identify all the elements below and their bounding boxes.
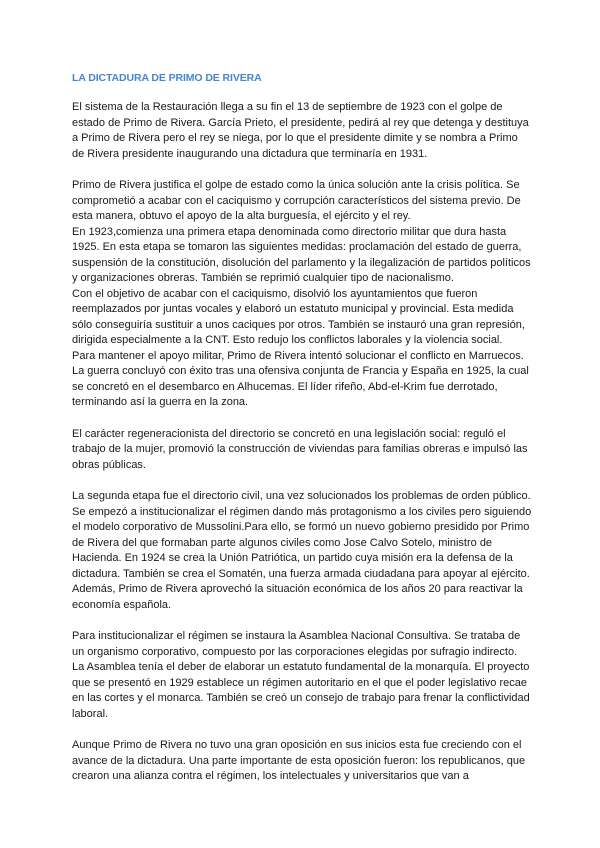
paragraph-morocco: Para mantener el apoyo militar, Primo de Rivera intentó solucionar el conflicto en Marruecos. La guerra concluyó con éxito tras una ofensiva conjunta de Francia y España en 1925, la cual se concretó en el desembarco en Alhucemas. El líder rifeño, Abd-el-Krim fue derrotado, terminando así la guerra en la zona. — [72, 349, 529, 408]
paragraph-national-assembly: Para institucionalizar el régimen se instaura la Asamblea Nacional Consultiva. Se trataba de un organismo corporativo, compuesto por las corporaciones elegidas por sufragio indirecto. La Asamblea tenía el deber de elaborar un estatuto fundamental de la monarquía. El proyecto que se presentó en 1929 establece un régimen autoritario en el que el poder legislativo recae en las cortes y el monarca. También se creó un consejo de trabajo para frenar la conflictividad laboral. — [72, 630, 530, 720]
document-title: LA DICTADURA DE PRIMO DE RIVERA — [72, 72, 262, 84]
paragraph-gap — [72, 613, 532, 629]
paragraph-social-legislation: El carácter regeneracionista del directorio se concretó en una legislación social: reguló el trabajo de la mujer, promovió la construcción de viviendas para familias obreras e impulsó las obras públicas. — [72, 427, 528, 471]
paragraph-military-directory: En 1923,comienza una primera etapa denominada como directorio militar que dura hasta 1925. En esta etapa se tomaron las siguientes medidas: proclamación del estado de guerra, suspensión de la constitución, disolución del parlamento y la ilegalización de partidos políticos y organizaciones obreras. También se reprimió cualquier tipo de nacionalismo. — [72, 225, 531, 284]
paragraph-gap — [72, 162, 532, 178]
paragraph-gap — [72, 722, 532, 738]
paragraph-caciquismo: Con el objetivo de acabar con el caciquismo, disolvió los ayuntamientos que fueron reemplazados por juntas vocales y elaboró un estatuto municipal y provincial. Esta medida sólo conseguiría sustituir a unos caciques por otros. También se instauró una gran represión, dirigida especialmente a la CNT. Esto redujo los conflictos laborales y la violencia social. — [72, 287, 525, 346]
document-page — [72, 70, 532, 785]
paragraph-civil-directory: La segunda etapa fue el directorio civil, una vez solucionados los problemas de orden público. Se empezó a institucionalizar el régimen dando más protagonismo a los civiles pero siguiendo el modelo corporativo de Mussolini.Para ello, se formó un nuevo gobierno presidido por Primo de Rivera del que formaban parte algunos civiles como Jose Calvo Sotelo, ministro de Hacienda. En 1924 se crea la Unión Patriótica, un partido cuya misión era la defensa de la dictadura. También se crea el Somatén, una fuerza armada ciudadana para apoyar al ejército. — [72, 490, 532, 580]
paragraph-intro: El sistema de la Restauración llega a su fin el 13 de septiembre de 1923 con el golpe de estado de Primo de Rivera. García Prieto, el presidente, pedirá al rey que detenga y destituya a Primo de Rivera pero el rey se niega, por lo que el presidente dimite y se nombra a Primo de Rivera presidente inaugurando una dictadura que terminaría en 1931. — [72, 101, 529, 160]
paragraph-gap — [72, 473, 532, 489]
paragraph-justification: Primo de Rivera justifica el golpe de estado como la única solución ante la crisis política. Se comprometió a acabar con el caciquismo y corrupción característicos del sistema previo. De esta manera, obtuvo el apoyo de la alta burguesía, el ejército y el rey. — [72, 179, 521, 222]
paragraph-gap — [72, 411, 532, 427]
paragraph-economy: Además, Primo de Rivera aprovechó la situación económica de los años 20 para reactivar la economía española. — [72, 583, 523, 611]
paragraph-opposition: Aunque Primo de Rivera no tuvo una gran oposición en sus inicios esta fue creciendo con el avance de la dictadura. Una parte importante de esta oposición fueron: los republicanos, que crearon una alianza contra el régimen, los intelectuales y universitarios que van a — [72, 739, 526, 782]
